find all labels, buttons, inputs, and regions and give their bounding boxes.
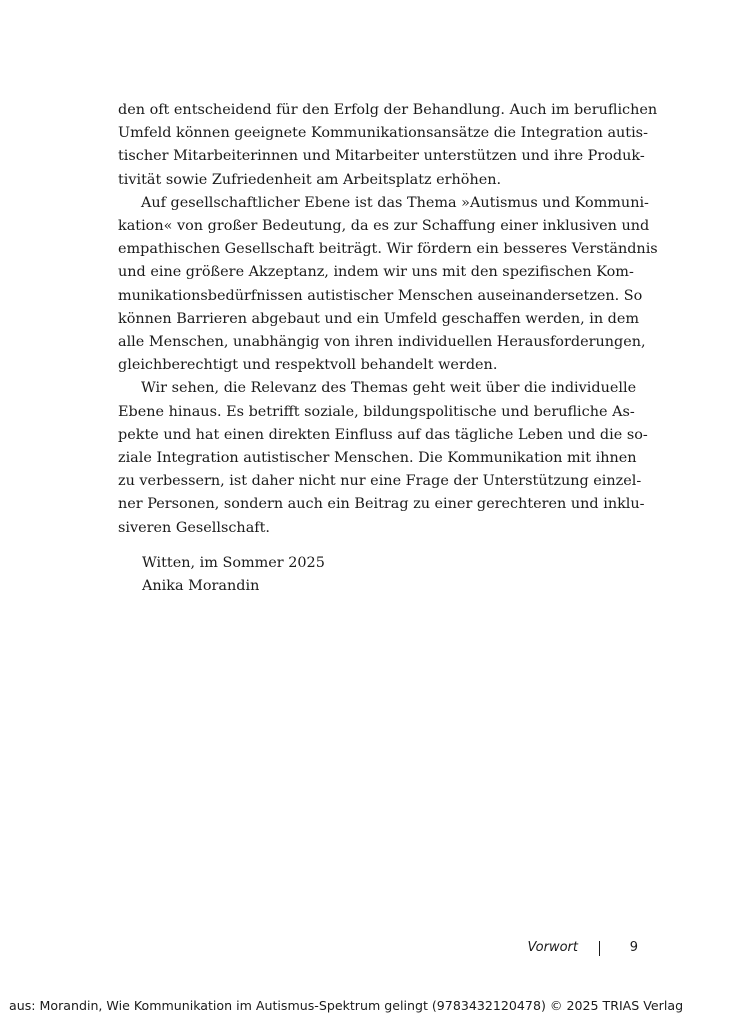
text-line: ziale Integration autistischer Menschen. Die Kommunikation mit ihnen [118,450,637,467]
page-number: 9 [629,940,638,955]
text-line: empathischen Gesellschaft beiträgt. Wir fördern ein besseres Verständnis [118,241,658,258]
running-footer [460,940,640,962]
text-line: gleichberechtigt und respektvoll behandelt werden. [118,357,498,374]
signature-block [142,552,325,598]
text-line: Ebene hinaus. Es betrifft soziale, bildungspolitische und berufliche As- [118,403,635,420]
text-line: Umfeld können geeignete Kommunikationsansätze die Integration autis- [118,125,648,142]
text-line: siveren Gesellschaft. [118,519,270,536]
footer-divider [599,941,600,956]
author-name: Anika Morandin [142,578,260,595]
text-line: kation« von großer Bedeutung, da es zur Schaffung einer inklusiven und [118,218,650,235]
place-date: Witten, im Sommer 2025 [142,555,325,571]
text-line: alle Menschen, unabhängig von ihren individuellen Herausforderungen, [118,334,646,351]
text-line: Wir sehen, die Relevanz des Themas geht weit über die individuelle [141,380,637,397]
source-note: aus: Morandin, Wie Kommunikation im Autismus-Spektrum gelingt (9783432120478) © 2025 TRIAS Verlag [9,998,684,1013]
text-line: zu verbessern, ist daher nicht nur eine Frage der Unterstützung einzel- [118,473,642,490]
text-line: pekte und hat einen direkten Einfluss auf das tägliche Leben und die so- [118,426,648,443]
text-line: Auf gesellschaftlicher Ebene ist das Thema »Autismus und Kommuni- [141,194,649,211]
text-line: ner Personen, sondern auch ein Beitrag zu einer gerechteren und inklu- [118,496,645,513]
page-body [118,99,658,540]
paragraph-2 [118,192,658,378]
text-line: munikationsbedürfnissen autistischer Menschen auseinandersetzen. So [118,287,643,304]
text-line: den oft entscheidend für den Erfolg der Behandlung. Auch im beruflichen [118,102,658,118]
text-line: und eine größere Akzeptanz, indem wir uns mit den spezifischen Kom- [118,264,634,281]
paragraph-3 [118,377,648,539]
text-line: tischer Mitarbeiterinnen und Mitarbeiter unterstützen und ihre Produk- [118,148,645,165]
paragraph-1 [118,99,658,192]
text-line: tivität sowie Zufriedenheit am Arbeitsplatz erhöhen. [118,171,502,188]
text-line: können Barrieren abgebaut und ein Umfeld geschaffen werden, in dem [118,310,640,327]
section-title: Vorwort [527,940,578,955]
